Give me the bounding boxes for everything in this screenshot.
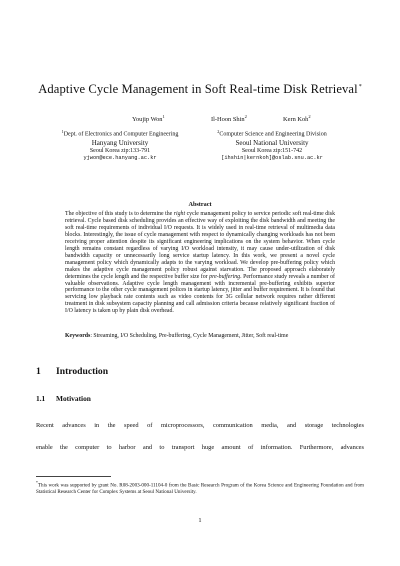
email-2: [ihshin|kernkoh]@oslab.snu.ac.kr — [221, 155, 323, 162]
abstract-text: The objective of this study is to determine the right cycle management policy to service periodic soft real-time disk retrieval. Cycle based disk scheduling provides an effective way of exploiting the disk bandwidth and meeting the soft real-time requirements of individual I/O requests. It is widely used in real-time retrieval of multimedia data blocks. Interestingly, the issue of cycle management with respect to dynamically changing workloads has not been receiving proper attention despite its significant engineering implications on the system behavior. When cycle length remains constant regardless of varying I/O workload intensity, it may cause under-utilization of disk bandwidth capacity or unnecessarily long service startup latency. In this work, we present a novel cycle management policy which dynamically adapts to the varying workload. We develop pre-buffering policy which makes the adaptive cycle management policy robust against starvation. The proposed approach elaborately determines the cycle length and the respective buffer size for pre-buffering. Performance study reveals a number of valuable observations. Adaptive cycle length management with incremental pre-buffering exhibits superior performance to the other cycle management polices in startup latency, jitter and buffer requirement. It is found that servicing low playback rate contents such as video contents for 3G cellular network requires rather different treatment in disk subsystem capacity planning and call admission criteria because relatively significant fraction of I/O latency is taken up by plain disk overhead. — [65, 211, 335, 315]
body-text-line: enable the computer to harbor and to transport huge amount of information. Furthermore, advances — [36, 444, 364, 451]
footnote: *This work was supported by grant No. R08-2003-000-11104-0 from the Basic Research Program of the Korea Science and Engineering Foundation and from Statistical Research Center for Complex Systems at Seoul National University. — [36, 481, 364, 496]
body-text-line: Recent advances in the speed of microprocessors, communication media, and storage technologies — [36, 422, 364, 429]
email-1: yjwon@ece.hanyang.ac.kr — [83, 155, 157, 162]
affiliation-1: $^1$Dept. of Electronics and Computer Engineering Hanyang University Seoul Korea zip:133-791 yjwon@ece.hanyang.ac.kr — [50, 128, 190, 163]
author-list — [0, 114, 400, 126]
author-2: Il-Hoon Shin$^2$ — [211, 114, 247, 123]
author-1: Youjip Won$^1$ — [132, 114, 165, 123]
section-heading-introduction: 1 Introduction — [36, 366, 109, 377]
title-footnote-mark: * — [358, 84, 362, 90]
abstract-heading: Abstract — [188, 201, 212, 208]
paper-title: Adaptive Cycle Management in Soft Real-time Disk Retrieval* — [38, 82, 362, 96]
affiliation-2: $^2$Computer Science and Engineering Division Seoul National University Seoul Korea zip:151-742 [ihshin|kernkoh]@oslab.snu.ac.kr — [202, 128, 342, 163]
page-number: 1 — [198, 517, 202, 524]
subsection-heading-motivation: 1.1 Motivation — [36, 394, 91, 403]
keywords: Keywords: Streaming, I/O Scheduling, Pre-buffering, Cycle Management, Jitter, Soft real-time — [65, 333, 289, 339]
author-3: Kern Koh$^2$ — [283, 114, 311, 123]
footnote-rule — [36, 476, 111, 477]
